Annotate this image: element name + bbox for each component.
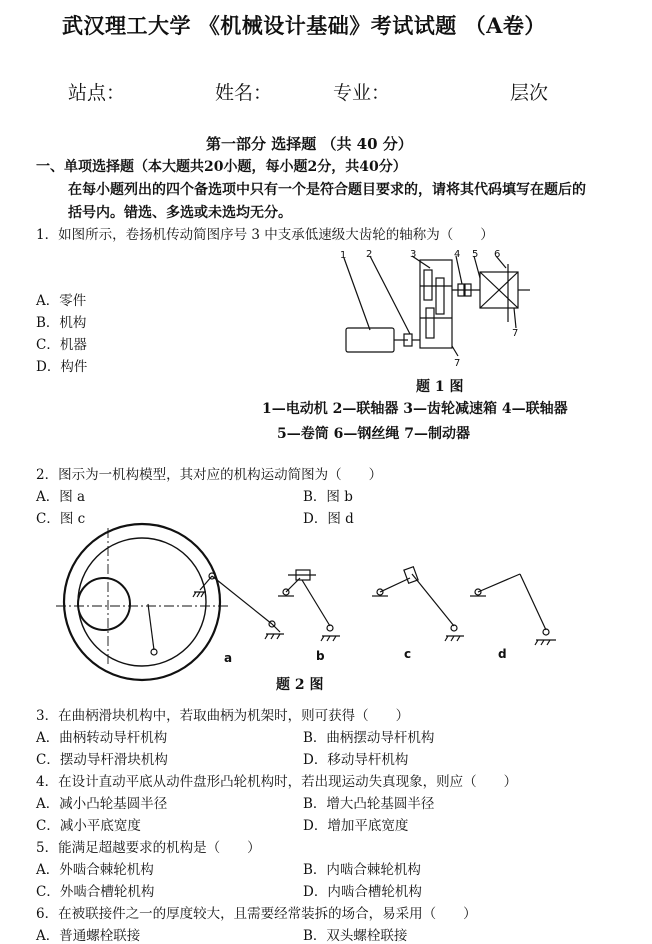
fig1-num-1: 1 (340, 250, 347, 261)
fig2-label-c: c (404, 647, 412, 661)
q5-option-c: C．外啮合槽轮机构 (36, 884, 155, 900)
question-4-stem: 4．在设计直动平底从动件盘形凸轮机构时，若出现运动失真现象，则应（ ） (36, 774, 518, 790)
fig2-label-a: a (224, 651, 233, 665)
q1-option-c: C．机器 (36, 337, 87, 353)
q6-option-b: B．双头螺栓联接 (303, 928, 408, 944)
q3-option-b: B．曲柄摆动导杆机构 (303, 730, 435, 746)
q2-option-d: D．图 d (303, 511, 354, 527)
q5-option-d: D．内啮合槽轮机构 (303, 884, 422, 900)
q3-option-c: C．摆动导杆滑块机构 (36, 752, 168, 768)
part-title: 第一部分 选择题 （共 40 分） (206, 135, 413, 153)
figure-2-diagram (50, 540, 570, 670)
q4-option-b: B．增大凸轮基圆半径 (303, 796, 435, 812)
question-1-stem: 1．如图所示，卷扬机传动简图序号 3 中支承低速级大齿轮的轴称为（ ） (36, 227, 494, 243)
question-5-stem: 5．能满足超越要求的机构是（ ） (36, 840, 261, 856)
fig1-num-3: 3 (410, 249, 417, 260)
field-major: 专业： (333, 82, 391, 104)
fig2-label-b: b (316, 649, 325, 663)
figure-1-legend-line1: 1—电动机 2—联轴器 3—齿轮减速箱 4—联轴器 (262, 401, 568, 417)
q4-option-a: A．减小凸轮基圆半径 (36, 796, 168, 812)
fig1-num-7b: 7 (512, 328, 519, 339)
q4-option-d: D．增加平底宽度 (303, 818, 409, 834)
exam-title: 武汉理工大学 《机械设计基础》考试试题 （A卷） (62, 13, 546, 38)
field-name: 姓名： (215, 82, 273, 104)
figure-1-diagram (330, 248, 550, 378)
q1-option-b: B．机构 (36, 315, 87, 331)
question-3-stem: 3．在曲柄滑块机构中，若取曲柄为机架时，则可获得（ ） (36, 708, 410, 724)
instructions-line2: 括号内。错选、多选或未选均无分。 (68, 205, 292, 221)
q2-option-c: C．图 c (36, 511, 86, 527)
figure-1-legend-line2: 5—卷筒 6—钢丝绳 7—制动器 (277, 426, 470, 442)
q2-option-a: A．图 a (36, 489, 86, 505)
fig1-num-5: 5 (472, 249, 479, 260)
q5-option-b: B．内啮合棘轮机构 (303, 862, 421, 878)
fig1-num-6: 6 (494, 249, 501, 260)
q3-option-a: A．曲柄转动导杆机构 (36, 730, 168, 746)
q1-option-a: A．零件 (36, 293, 87, 309)
q6-option-a: A．普通螺栓联接 (36, 928, 141, 944)
instructions-line1: 在每小题列出的四个备选项中只有一个是符合题目要求的，请将其代码填写在题后的 (68, 182, 586, 198)
q5-option-a: A．外啮合棘轮机构 (36, 862, 154, 878)
fig2-label-d: d (498, 647, 507, 661)
fig1-num-7a: 7 (454, 358, 461, 369)
question-6-stem: 6．在被联接件之一的厚度较大，且需要经常装拆的场合，易采用（ ） (36, 906, 477, 922)
fig1-num-2: 2 (366, 249, 373, 260)
section-heading: 一、单项选择题（本大题共20小题，每小题2分，共40分） (36, 159, 407, 175)
figure-1-caption: 题 1 图 (416, 379, 464, 395)
field-station: 站点： (68, 82, 126, 104)
question-2-stem: 2．图示为一机构模型，其对应的机构运动简图为（ ） (36, 467, 383, 483)
figure-2-caption: 题 2 图 (276, 677, 324, 693)
q4-option-c: C．减小平底宽度 (36, 818, 141, 834)
q3-option-d: D．移动导杆机构 (303, 752, 409, 768)
q1-option-d: D．构件 (36, 359, 88, 375)
field-level: 层次 (510, 82, 549, 104)
fig1-num-4: 4 (454, 249, 461, 260)
q2-option-b: B．图 b (303, 489, 353, 505)
